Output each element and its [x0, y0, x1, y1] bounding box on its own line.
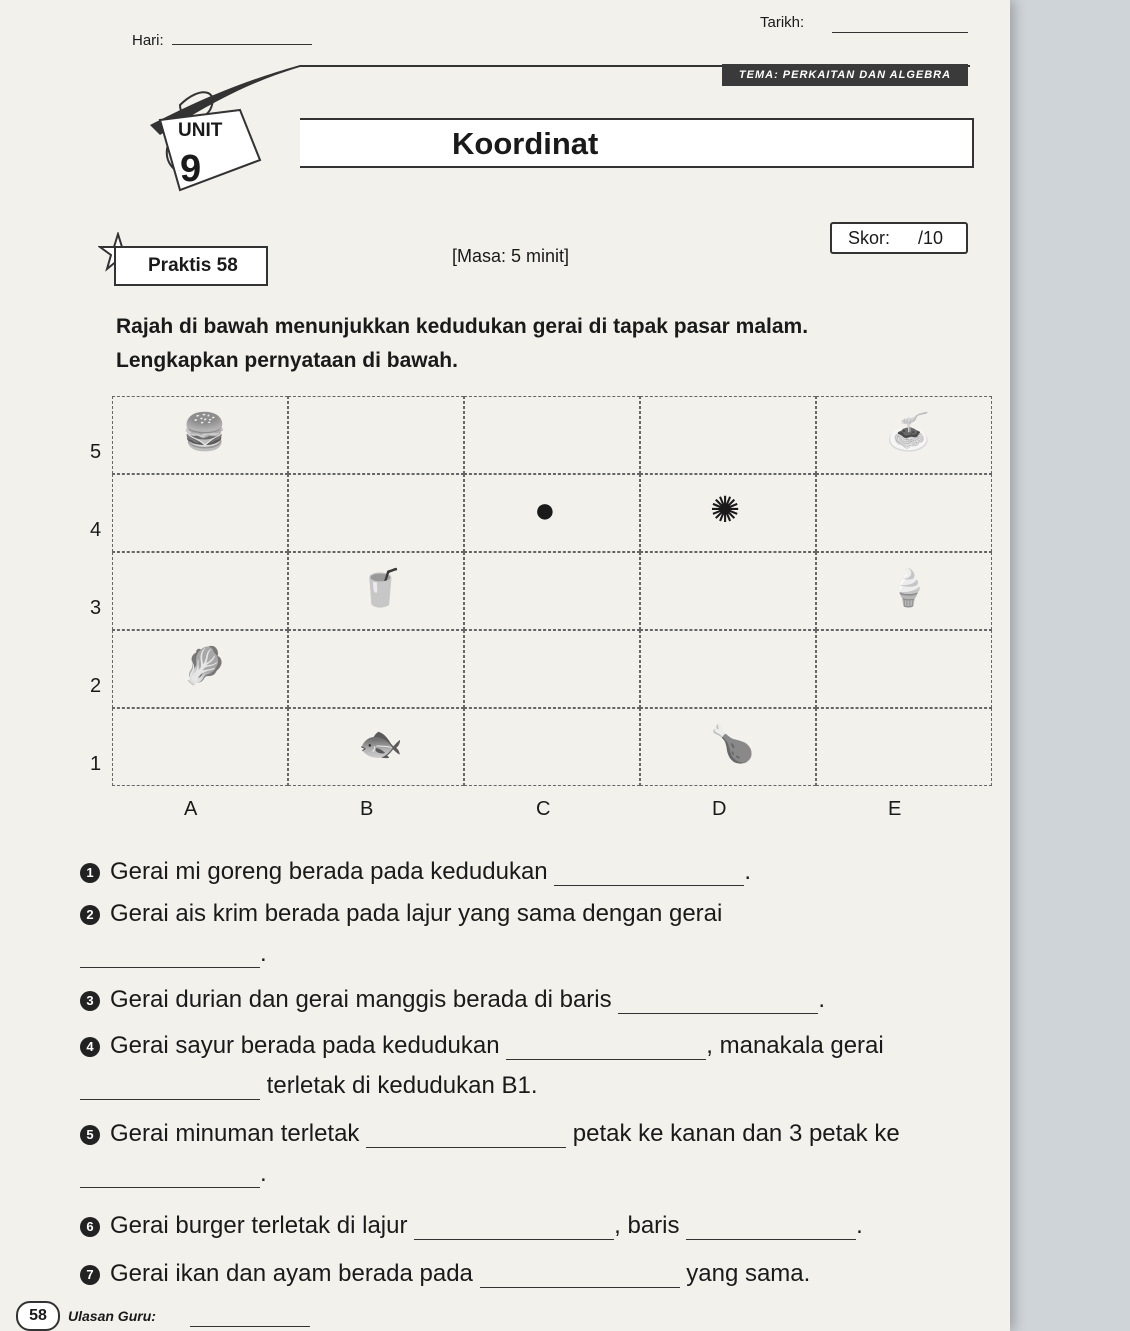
teacher-comment-label: Ulasan Guru:	[68, 1308, 156, 1324]
date-field[interactable]	[832, 14, 968, 33]
answer-blank-2[interactable]	[80, 945, 260, 968]
grid-cell-A3	[112, 552, 288, 630]
unit-number: 9	[180, 148, 202, 190]
answer-blank-7[interactable]	[480, 1265, 680, 1288]
question-number: 2	[80, 905, 100, 925]
row-label-2: 2	[90, 675, 102, 697]
question-2-cont: .	[80, 940, 267, 968]
score-value: /10	[918, 227, 944, 248]
teacher-comment-field[interactable]	[190, 1310, 310, 1327]
instruction-line-1: Rajah di bawah menunjukkan kedudukan gerai di tapak pasar malam.	[116, 315, 809, 338]
manggis-stall-icon: ●	[534, 489, 556, 530]
coordinate-grid	[90, 388, 1000, 820]
question-number: 6	[80, 1217, 100, 1237]
grid-cell-E2	[816, 630, 992, 708]
grid-cell-B4	[288, 474, 464, 552]
question-number: 5	[80, 1125, 100, 1145]
instructions	[116, 310, 996, 378]
practice-label: Praktis 58	[114, 246, 268, 286]
page-number: 58	[16, 1301, 60, 1331]
question-number: 1	[80, 863, 100, 883]
question-6: 6 Gerai burger terletak di lajur , baris .	[80, 1212, 863, 1240]
question-number: 7	[80, 1265, 100, 1285]
col-label-A: A	[184, 798, 198, 820]
question-5-cont: .	[80, 1160, 267, 1188]
answer-blank-6a[interactable]	[414, 1217, 614, 1240]
row-label-4: 4	[90, 519, 102, 541]
theme-tag: TEMA: PERKAITAN DAN ALGEBRA	[722, 64, 968, 86]
unit-badge-shape	[150, 100, 270, 210]
grid-cell-D2	[640, 630, 816, 708]
grid-cell-D5	[640, 396, 816, 474]
mi-goreng-stall-icon: 🍝	[886, 411, 931, 452]
grid-cell-C5	[464, 396, 640, 474]
grid-cell-B2	[288, 630, 464, 708]
burger-stall-icon: 🍔	[182, 411, 227, 452]
grid-cell-A4	[112, 474, 288, 552]
time-label: [Masa: 5 minit]	[452, 246, 570, 266]
question-number: 3	[80, 991, 100, 1011]
date-label: Tarikh:	[760, 14, 805, 31]
col-label-D: D	[712, 798, 727, 820]
durian-stall-icon: ✺	[710, 489, 741, 530]
answer-blank-5a[interactable]	[366, 1125, 566, 1148]
answer-blank-1[interactable]	[554, 863, 744, 886]
score-box	[830, 222, 968, 254]
page-title: Koordinat	[452, 126, 599, 161]
answer-blank-4b[interactable]	[80, 1077, 260, 1100]
question-5: 5 Gerai minuman terletak petak ke kanan dan 3 petak ke	[80, 1120, 900, 1148]
answer-blank-5b[interactable]	[80, 1165, 260, 1188]
question-1: 1 Gerai mi goreng berada pada kedudukan .	[80, 858, 751, 886]
grid-cell-E1	[816, 708, 992, 786]
score-label: Skor:	[848, 227, 891, 248]
row-label-1: 1	[90, 753, 102, 775]
col-label-B: B	[360, 798, 374, 820]
grid-cell-C2	[464, 630, 640, 708]
question-4-cont: terletak di kedudukan B1.	[80, 1072, 538, 1100]
day-field[interactable]	[172, 26, 312, 45]
question-2: 2 Gerai ais krim berada pada lajur yang sama dengan gerai	[80, 900, 722, 928]
answer-blank-3[interactable]	[618, 991, 818, 1014]
sayur-stall-icon: 🥬	[182, 645, 227, 686]
unit-label: UNIT	[178, 120, 223, 141]
day-label: Hari:	[132, 32, 164, 49]
grid-cell-C1	[464, 708, 640, 786]
col-label-C: C	[536, 798, 551, 820]
instruction-line-2: Lengkapkan pernyataan di bawah.	[116, 349, 458, 372]
question-7: 7 Gerai ikan dan ayam berada pada yang sama.	[80, 1260, 810, 1288]
grid-cell-D3	[640, 552, 816, 630]
question-4: 4 Gerai sayur berada pada kedudukan , manakala gerai	[80, 1032, 884, 1060]
row-label-3: 3	[90, 597, 102, 619]
ayam-stall-icon: 🍗	[710, 723, 755, 764]
grid-cell-C3	[464, 552, 640, 630]
grid-cell-A1	[112, 708, 288, 786]
grid-cell-B5	[288, 396, 464, 474]
ikan-stall-icon: 🐟	[358, 723, 403, 764]
col-label-E: E	[888, 798, 902, 820]
ais-krim-stall-icon: 🍦	[886, 567, 931, 608]
question-3: 3 Gerai durian dan gerai manggis berada di baris .	[80, 986, 825, 1014]
title-banner	[300, 118, 974, 168]
answer-blank-6b[interactable]	[686, 1217, 856, 1240]
minuman-stall-icon: 🥤	[358, 567, 403, 608]
question-number: 4	[80, 1037, 100, 1057]
row-label-5: 5	[90, 441, 102, 463]
grid-cell-E4	[816, 474, 992, 552]
answer-blank-4a[interactable]	[506, 1037, 706, 1060]
